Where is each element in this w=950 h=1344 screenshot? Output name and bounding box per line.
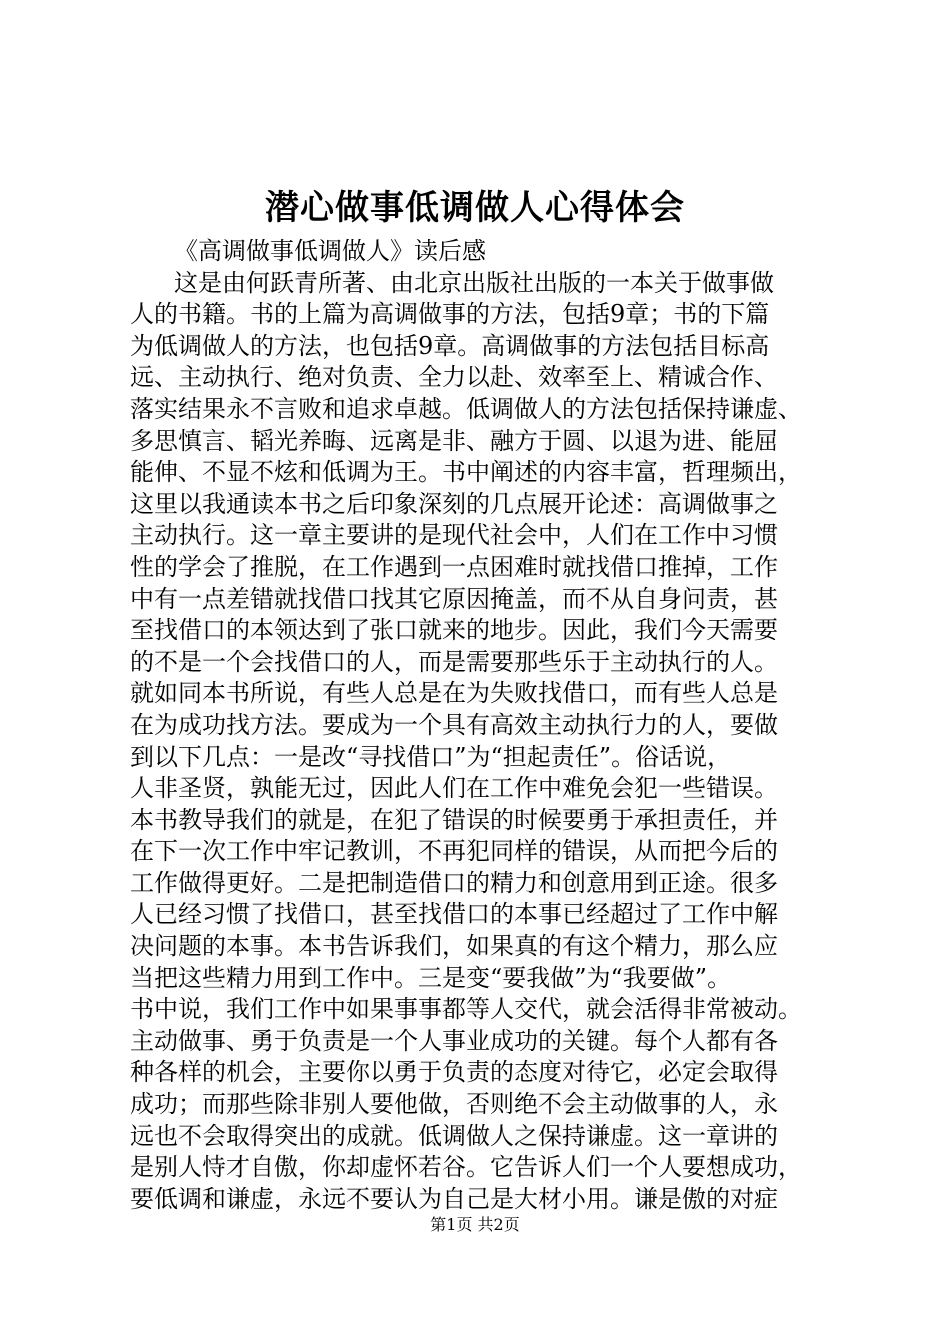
paragraph-line: 当把这些精力用到工作中。三是变“要我做”为“我要做”。 — [130, 963, 732, 992]
paragraph-line: 至找借口的本领达到了张口就来的地步。因此，我们今天需要 — [130, 616, 778, 645]
paragraph-line: 能伸、不显不炫和低调为王。书中阐述的内容丰富，哲理频出， — [130, 458, 802, 487]
paragraph-line: 主动执行。这一章主要讲的是现代社会中，人们在工作中习惯 — [130, 521, 778, 550]
paragraph-line: 为低调做人的方法，也包括9章。高调做事的方法包括目标高 — [130, 331, 770, 360]
paragraph-line: 要低调和谦虚，永远不要认为自己是大材小用。谦是傲的对症 — [130, 1184, 778, 1213]
paragraph-line: 工作做得更好。二是把制造借口的精力和创意用到正途。很多 — [130, 868, 778, 897]
paragraph-line: 就如同本书所说，有些人总是在为失败找借口，而有些人总是 — [130, 679, 778, 708]
paragraph-line: 这是由何跃青所著、由北京出版社出版的一本关于做事做 — [174, 268, 774, 297]
paragraph-line: 决问题的本事。本书告诉我们，如果真的有这个精力，那么应 — [130, 932, 778, 961]
document-title: 潜心做事低调做人心得体会 — [265, 188, 685, 228]
paragraph-line: 人已经习惯了找借口，甚至找借口的本事已经超过了工作中解 — [130, 900, 778, 929]
document-body — [130, 236, 835, 1215]
paragraph-line: 到以下几点：一是改“寻找借口”为“担起责任”。俗话说， — [130, 742, 732, 771]
paragraph-line: 的不是一个会找借口的人，而是需要那些乐于主动执行的人。 — [130, 647, 778, 676]
paragraph-line: 成功；而那些除非别人要他做，否则绝不会主动做事的人，永 — [130, 1090, 778, 1119]
paragraph-line: 多思慎言、韬光养晦、远离是非、融方于圆、以退为进、能屈 — [130, 426, 778, 455]
paragraph-line: 人非圣贤，孰能无过，因此人们在工作中难免会犯一些错误。 — [130, 774, 778, 803]
paragraph-line: 在下一次工作中牢记教训，不再犯同样的错误，从而把今后的 — [130, 837, 778, 866]
paragraph-line: 远也不会取得突出的成就。低调做人之保持谦虚。这一章讲的 — [130, 1121, 778, 1150]
paragraph-line: 人的书籍。书的上篇为高调做事的方法，包括9章；书的下篇 — [130, 300, 770, 329]
paragraph-line: 性的学会了推脱，在工作遇到一点困难时就找借口推掉，工作 — [130, 552, 778, 581]
paragraph-line: 本书教导我们的就是，在犯了错误的时候要勇于承担责任，并 — [130, 805, 778, 834]
subtitle-line: 《高调做事低调做人》读后感 — [174, 237, 486, 265]
paragraph-line: 是别人恃才自傲，你却虚怀若谷。它告诉人们一个人要想成功， — [130, 1153, 802, 1182]
paragraph-line: 书中说，我们工作中如果事事都等人交代，就会活得非常被动。 — [130, 995, 802, 1024]
paragraph-line: 远、主动执行、绝对负责、全力以赴、效率至上、精诚合作、 — [130, 363, 778, 392]
paragraph-line: 在为成功找方法。要成为一个具有高效主动执行力的人，要做 — [130, 710, 778, 739]
paragraph-line: 落实结果永不言败和追求卓越。低调做人的方法包括保持谦虚、 — [130, 394, 802, 423]
paragraph-line: 中有一点差错就找借口找其它原因掩盖，而不从自身问责，甚 — [130, 584, 778, 613]
paragraph-line: 主动做事、勇于负责是一个人事业成功的关键。每个人都有各 — [130, 1026, 778, 1055]
page-footer: 第1页 共2页 — [430, 1215, 520, 1234]
paragraph-line: 这里以我通读本书之后印象深刻的几点展开论述：高调做事之 — [130, 489, 778, 518]
paragraph-line: 种各样的机会，主要你以勇于负责的态度对待它，必定会取得 — [130, 1058, 778, 1087]
